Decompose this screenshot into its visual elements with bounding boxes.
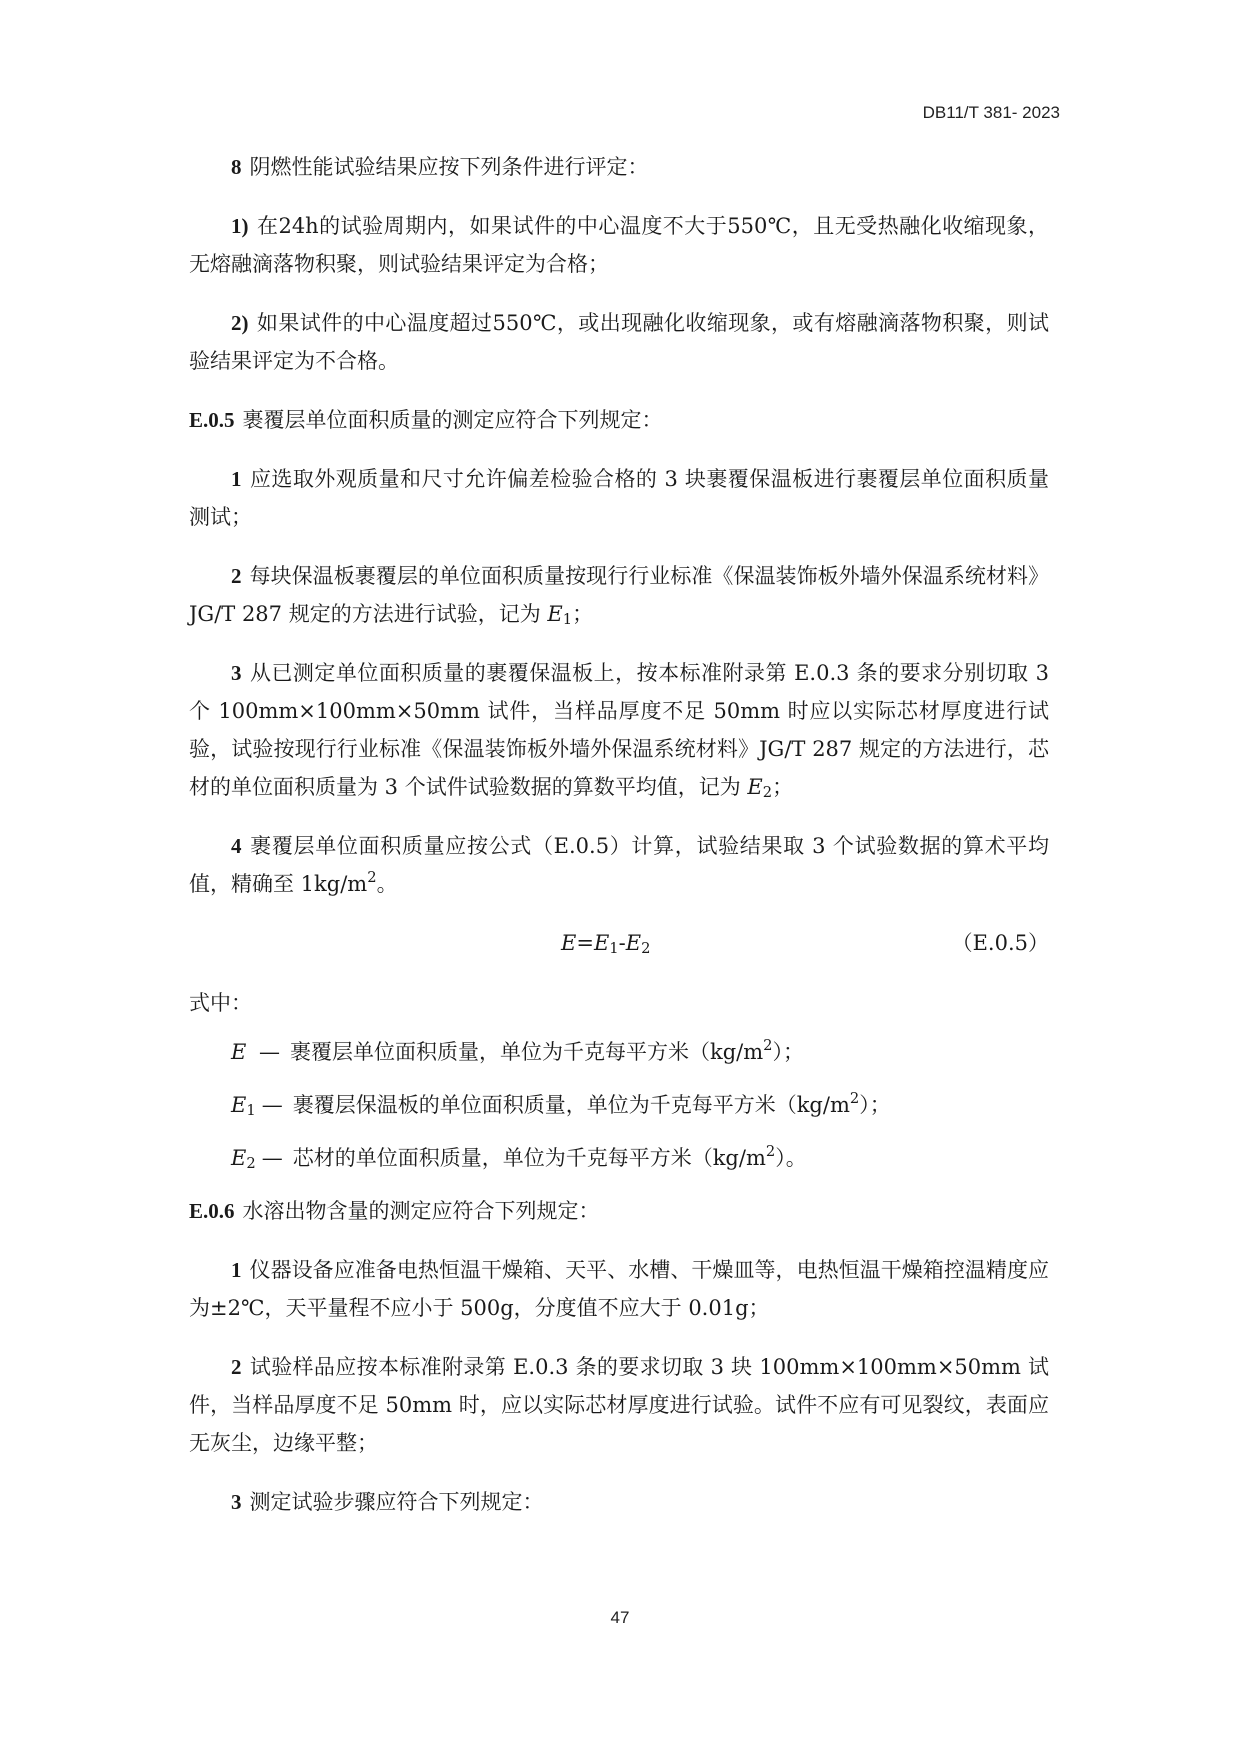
unit-superscript: 2 <box>367 869 377 887</box>
formula-e05 <box>189 924 1049 962</box>
paragraph-text: 应选取外观质量和尺寸允许偏差检验合格的 3 块裹覆保温板进行裹覆层单位面积质量测试； <box>189 467 1049 529</box>
paragraph-e06-2 <box>189 1348 1049 1462</box>
definition-dash: — <box>259 1040 280 1064</box>
paragraph-e05-3 <box>189 654 1049 806</box>
section-e05-heading <box>189 401 1049 439</box>
punctuation: ； <box>572 602 594 626</box>
definition-dash: — <box>261 1146 283 1170</box>
punctuation: ）； <box>859 1093 891 1117</box>
formula-equals: = <box>576 931 594 955</box>
item-number: 1 <box>231 467 242 491</box>
punctuation: ）。 <box>775 1146 807 1170</box>
paragraph-e05-4 <box>189 827 1049 903</box>
item-number: 8 <box>231 155 242 179</box>
paragraph-8 <box>189 148 1049 186</box>
formula-term-1: E <box>593 931 610 955</box>
paragraph-e06-3 <box>189 1483 1049 1521</box>
definition-subscript: 1 <box>246 1101 256 1119</box>
formula-term-2: E <box>625 931 642 955</box>
item-number: 3 <box>231 1490 242 1514</box>
symbol-subscript: 2 <box>762 783 773 801</box>
paragraph-e05-2 <box>189 557 1049 633</box>
unit-superscript: 2 <box>849 1090 860 1108</box>
definition-subscript: 2 <box>246 1154 256 1172</box>
unit-superscript: 2 <box>763 1037 773 1055</box>
punctuation: ； <box>772 775 794 799</box>
definition-text: 裹覆层保温板的单位面积质量，单位为千克每平方米（kg/m <box>292 1093 850 1117</box>
formula-lhs: E <box>561 931 577 955</box>
section-e06-heading <box>189 1192 1049 1230</box>
symbol-e: E <box>547 602 563 626</box>
unit-superscript: 2 <box>765 1143 776 1161</box>
punctuation: ）； <box>772 1040 805 1064</box>
formula-minus: - <box>618 931 626 955</box>
paragraph-text: 裹覆层单位面积质量应按公式（E.0.5）计算，试验结果取 3 个试验数据的算术平均值，精确至 1kg/m <box>189 834 1049 896</box>
paragraph-text: 在24h的试验周期内，如果试件的中心温度不大于550℃，且无受热融化收缩现象，无熔融滴落物积聚，则试验结果评定为合格； <box>189 214 1049 276</box>
paragraph-text: 仪器设备应准备电热恒温干燥箱、天平、水槽、干燥皿等，电热恒温干燥箱控温精度应为±2℃，天平量程不应小于 500g，分度值不应大于 0.01g； <box>189 1258 1049 1320</box>
symbol-e: E <box>747 775 763 799</box>
section-number: E.0.6 <box>189 1199 235 1223</box>
definition-symbol: E <box>231 1040 247 1064</box>
paragraph-e05-1 <box>189 460 1049 536</box>
paragraph-e06-1 <box>189 1251 1049 1327</box>
section-number: E.0.5 <box>189 408 235 432</box>
definition-dash: — <box>261 1093 283 1117</box>
item-number: 2 <box>231 1355 242 1379</box>
paragraph-text: 每块保温板裹覆层的单位面积质量按现行行业标准《保温装饰板外墙外保温系统材料》JG/T 287 规定的方法进行试验，记为 <box>189 564 1049 626</box>
definition-text: 裹覆层单位面积质量，单位为千克每平方米（kg/m <box>290 1040 764 1064</box>
item-number: 1) <box>231 214 249 238</box>
section-text: 裹覆层单位面积质量的测定应符合下列规定： <box>242 408 663 432</box>
paragraph-text: 如果试件的中心温度超过550℃，或出现融化收缩现象，或有熔融滴落物积聚，则试验结果评定为不合格。 <box>189 311 1049 373</box>
formula-term-1-subscript: 1 <box>609 939 619 957</box>
definition-e <box>189 1033 1049 1071</box>
item-number: 4 <box>231 834 242 858</box>
formula-expression <box>561 924 650 962</box>
paragraph-text: 测定试验步骤应符合下列规定： <box>249 1490 544 1514</box>
standard-code-header: DB11/T 381- 2023 <box>922 103 1060 122</box>
paragraph-text: 从已测定单位面积质量的裹覆保温板上，按本标准附录第 E.0.3 条的要求分别切取 3 个 100mm×100mm×50mm 试件，当样品厚度不足 50mm 时应以实际芯材厚度进行试验，试验按现行行业标准《保温装饰板外墙外保温系统材料》JG/T 287 规定的方法进行，芯材的单位面积质量为 3 个试件试验数据的算数平均值，记为 <box>189 661 1049 799</box>
item-number: 1 <box>231 1258 242 1282</box>
paragraph-text: 试验样品应按本标准附录第 E.0.3 条的要求切取 3 块 100mm×100mm×50mm 试件，当样品厚度不足 50mm 时，应以实际芯材厚度进行试验。试件不应有可见裂纹，表面应无灰尘，边缘平整； <box>189 1355 1049 1455</box>
definition-symbol: E <box>231 1093 247 1117</box>
paragraph-8-2 <box>189 304 1049 380</box>
punctuation: 。 <box>376 872 398 896</box>
definition-e2 <box>189 1139 1049 1177</box>
page-content <box>189 148 1049 1542</box>
formula-term-2-subscript: 2 <box>641 939 651 957</box>
paragraph-8-1 <box>189 207 1049 283</box>
where-label: 式中： <box>189 991 252 1015</box>
item-number: 3 <box>231 661 242 685</box>
item-number: 2) <box>231 311 249 335</box>
formula-number: （E.0.5） <box>951 931 1049 955</box>
page-number: 47 <box>610 1608 630 1627</box>
item-number: 2 <box>231 564 242 588</box>
definition-symbol: E <box>231 1146 247 1170</box>
definition-text: 芯材的单位面积质量，单位为千克每平方米（kg/m <box>292 1146 766 1170</box>
symbol-subscript: 1 <box>562 610 573 628</box>
definition-e1 <box>189 1086 1049 1124</box>
paragraph-text: 阴燃性能试验结果应按下列条件进行评定： <box>249 155 649 179</box>
section-text: 水溶出物含量的测定应符合下列规定： <box>242 1199 600 1223</box>
